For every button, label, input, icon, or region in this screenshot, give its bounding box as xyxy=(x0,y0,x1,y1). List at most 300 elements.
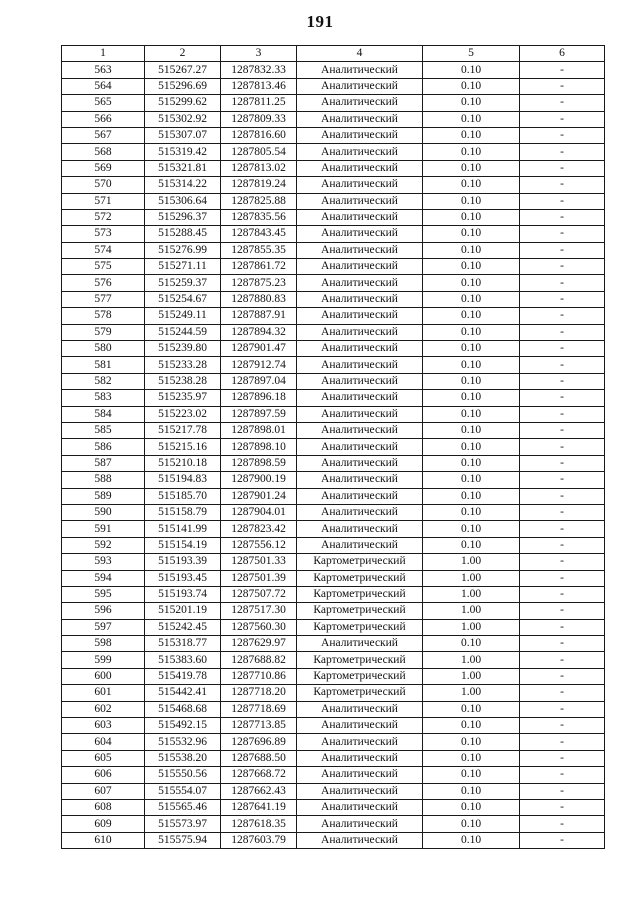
table-cell: 1287507.72 xyxy=(221,586,297,602)
table-cell: 515201.19 xyxy=(145,603,221,619)
table-cell: 584 xyxy=(62,406,145,422)
table-cell: 578 xyxy=(62,308,145,324)
table-cell: - xyxy=(520,652,605,668)
table-cell: Аналитический xyxy=(297,127,423,143)
table-row xyxy=(62,62,605,78)
table-cell: 601 xyxy=(62,685,145,701)
table-cell: 579 xyxy=(62,324,145,340)
table-cell: 1287819.24 xyxy=(221,177,297,193)
table-row xyxy=(62,472,605,488)
table-cell: Аналитический xyxy=(297,422,423,438)
table-cell: 602 xyxy=(62,701,145,717)
table-cell: 0.10 xyxy=(423,209,520,225)
table-cell: 1287823.42 xyxy=(221,521,297,537)
table-cell: Аналитический xyxy=(297,439,423,455)
table-row xyxy=(62,324,605,340)
table-cell: Аналитический xyxy=(297,406,423,422)
table-cell: 515233.28 xyxy=(145,357,221,373)
table-cell: Аналитический xyxy=(297,734,423,750)
table-cell: Аналитический xyxy=(297,701,423,717)
table-row xyxy=(62,816,605,832)
table-cell: 515239.80 xyxy=(145,341,221,357)
table-cell: Аналитический xyxy=(297,799,423,815)
table-cell: 1287603.79 xyxy=(221,832,297,848)
table-cell: Аналитический xyxy=(297,259,423,275)
table-cell: 0.10 xyxy=(423,324,520,340)
table-cell: - xyxy=(520,767,605,783)
table-cell: 1287809.33 xyxy=(221,111,297,127)
table-cell: 590 xyxy=(62,504,145,520)
table-cell: 515235.97 xyxy=(145,390,221,406)
table-cell: - xyxy=(520,586,605,602)
table-cell: 570 xyxy=(62,177,145,193)
table-cell: 0.10 xyxy=(423,504,520,520)
table-cell: 1287718.69 xyxy=(221,701,297,717)
table-cell: 1287898.01 xyxy=(221,422,297,438)
table-cell: 1287517.30 xyxy=(221,603,297,619)
table-cell: Картометрический xyxy=(297,570,423,586)
table-cell: 1287897.04 xyxy=(221,373,297,389)
table-cell: 0.10 xyxy=(423,226,520,242)
table-cell: 515318.77 xyxy=(145,636,221,652)
table-cell: 1287901.24 xyxy=(221,488,297,504)
table-cell: 515307.07 xyxy=(145,127,221,143)
table-cell: 0.10 xyxy=(423,291,520,307)
table-cell: 515321.81 xyxy=(145,160,221,176)
table-cell: 569 xyxy=(62,160,145,176)
table-row xyxy=(62,636,605,652)
table-cell: 606 xyxy=(62,767,145,783)
table-row xyxy=(62,439,605,455)
table-cell: 568 xyxy=(62,144,145,160)
table-cell: 515296.37 xyxy=(145,209,221,225)
table-cell: 0.10 xyxy=(423,816,520,832)
table-cell: - xyxy=(520,504,605,520)
table-cell: 1287813.46 xyxy=(221,78,297,94)
table-cell: - xyxy=(520,488,605,504)
table-cell: - xyxy=(520,521,605,537)
table-cell: 1287688.82 xyxy=(221,652,297,668)
table-cell: Картометрический xyxy=(297,554,423,570)
table-row xyxy=(62,537,605,553)
table-row xyxy=(62,783,605,799)
table-cell: Аналитический xyxy=(297,324,423,340)
table-cell: 589 xyxy=(62,488,145,504)
table-row xyxy=(62,422,605,438)
table-cell: 0.10 xyxy=(423,78,520,94)
table-cell: 515141.99 xyxy=(145,521,221,537)
table-cell: Аналитический xyxy=(297,750,423,766)
table-row xyxy=(62,554,605,570)
table-cell: 0.10 xyxy=(423,832,520,848)
table-cell: 586 xyxy=(62,439,145,455)
table-cell: 515271.11 xyxy=(145,259,221,275)
table-cell: 0.10 xyxy=(423,177,520,193)
table-cell: 1287912.74 xyxy=(221,357,297,373)
table-row xyxy=(62,799,605,815)
table-body xyxy=(62,62,605,849)
table-row xyxy=(62,685,605,701)
table-cell: 598 xyxy=(62,636,145,652)
table-cell: Аналитический xyxy=(297,455,423,471)
table-cell: - xyxy=(520,668,605,684)
table-cell: 607 xyxy=(62,783,145,799)
table-cell: 0.10 xyxy=(423,341,520,357)
table-cell: 1287843.45 xyxy=(221,226,297,242)
table-cell: 515249.11 xyxy=(145,308,221,324)
table-cell: - xyxy=(520,373,605,389)
table-cell: 1287832.33 xyxy=(221,62,297,78)
table-cell: - xyxy=(520,308,605,324)
table-cell: - xyxy=(520,95,605,111)
table-cell: 515193.39 xyxy=(145,554,221,570)
table-cell: - xyxy=(520,406,605,422)
table-cell: 581 xyxy=(62,357,145,373)
table-cell: 515319.42 xyxy=(145,144,221,160)
table-cell: - xyxy=(520,209,605,225)
table-cell: 564 xyxy=(62,78,145,94)
table-cell: Аналитический xyxy=(297,95,423,111)
table-cell: 610 xyxy=(62,832,145,848)
table-cell: 515242.45 xyxy=(145,619,221,635)
table-cell: 0.10 xyxy=(423,537,520,553)
table-cell: 0.10 xyxy=(423,144,520,160)
table-cell: 566 xyxy=(62,111,145,127)
table-cell: - xyxy=(520,259,605,275)
table-row xyxy=(62,521,605,537)
table-cell: 515532.96 xyxy=(145,734,221,750)
table-cell: 1287816.60 xyxy=(221,127,297,143)
table-cell: 1287696.89 xyxy=(221,734,297,750)
table-cell: - xyxy=(520,816,605,832)
table-cell: 515575.94 xyxy=(145,832,221,848)
table-cell: 515276.99 xyxy=(145,242,221,258)
table-cell: 1.00 xyxy=(423,668,520,684)
table-cell: Картометрический xyxy=(297,652,423,668)
table-cell: - xyxy=(520,226,605,242)
table-cell: 1287875.23 xyxy=(221,275,297,291)
table-cell: 0.10 xyxy=(423,472,520,488)
table-cell: 515314.22 xyxy=(145,177,221,193)
table-cell: 565 xyxy=(62,95,145,111)
table-cell: 609 xyxy=(62,816,145,832)
table-cell: Аналитический xyxy=(297,504,423,520)
table-cell: 597 xyxy=(62,619,145,635)
table-cell: 515492.15 xyxy=(145,718,221,734)
table-cell: 583 xyxy=(62,390,145,406)
table-row xyxy=(62,341,605,357)
table-cell: Аналитический xyxy=(297,373,423,389)
table-cell: Аналитический xyxy=(297,62,423,78)
table-cell: 515442.41 xyxy=(145,685,221,701)
table-cell: 515254.67 xyxy=(145,291,221,307)
table-cell: - xyxy=(520,291,605,307)
table-cell: 1287501.39 xyxy=(221,570,297,586)
table-row xyxy=(62,750,605,766)
table-cell: 0.10 xyxy=(423,734,520,750)
table-row xyxy=(62,144,605,160)
table-cell: Аналитический xyxy=(297,144,423,160)
table-row xyxy=(62,734,605,750)
table-cell: 1287900.19 xyxy=(221,472,297,488)
table-cell: 1287861.72 xyxy=(221,259,297,275)
table-cell: Аналитический xyxy=(297,537,423,553)
table-cell: 599 xyxy=(62,652,145,668)
column-header: 3 xyxy=(221,46,297,62)
table-cell: Аналитический xyxy=(297,209,423,225)
table-cell: 515217.78 xyxy=(145,422,221,438)
table-cell: - xyxy=(520,357,605,373)
table-row xyxy=(62,242,605,258)
table-cell: 1287825.88 xyxy=(221,193,297,209)
table-cell: 515288.45 xyxy=(145,226,221,242)
table-cell: 1.00 xyxy=(423,603,520,619)
table-cell: Аналитический xyxy=(297,308,423,324)
table-cell: - xyxy=(520,193,605,209)
table-cell: 574 xyxy=(62,242,145,258)
table-cell: - xyxy=(520,144,605,160)
table-cell: 1287618.35 xyxy=(221,816,297,832)
table-cell: - xyxy=(520,242,605,258)
table-cell: 1287560.30 xyxy=(221,619,297,635)
table-cell: 515550.56 xyxy=(145,767,221,783)
table-cell: 0.10 xyxy=(423,455,520,471)
table-cell: Аналитический xyxy=(297,193,423,209)
table-cell: 582 xyxy=(62,373,145,389)
table-cell: 0.10 xyxy=(423,62,520,78)
table-cell: 0.10 xyxy=(423,160,520,176)
table-cell: Аналитический xyxy=(297,718,423,734)
table-cell: 1.00 xyxy=(423,685,520,701)
table-cell: Аналитический xyxy=(297,636,423,652)
column-header: 5 xyxy=(423,46,520,62)
table-cell: 515215.16 xyxy=(145,439,221,455)
coordinates-table xyxy=(61,45,605,849)
column-header: 2 xyxy=(145,46,221,62)
table-row xyxy=(62,291,605,307)
table-row xyxy=(62,275,605,291)
table-cell: Аналитический xyxy=(297,177,423,193)
table-cell: 515573.97 xyxy=(145,816,221,832)
table-cell: 1287887.91 xyxy=(221,308,297,324)
table-cell: Аналитический xyxy=(297,832,423,848)
table-cell: - xyxy=(520,127,605,143)
table-cell: Аналитический xyxy=(297,341,423,357)
table-row xyxy=(62,652,605,668)
table-cell: - xyxy=(520,832,605,848)
table-cell: 515299.62 xyxy=(145,95,221,111)
table-cell: 0.10 xyxy=(423,488,520,504)
table-cell: 1.00 xyxy=(423,652,520,668)
table-cell: 1287641.19 xyxy=(221,799,297,815)
table-row xyxy=(62,701,605,717)
table-cell: - xyxy=(520,718,605,734)
table-cell: 1287629.97 xyxy=(221,636,297,652)
table-cell: 515244.59 xyxy=(145,324,221,340)
table-cell: 0.10 xyxy=(423,406,520,422)
table-cell: - xyxy=(520,275,605,291)
page-number: 191 xyxy=(306,12,334,31)
table-cell: - xyxy=(520,324,605,340)
table-cell: 1.00 xyxy=(423,554,520,570)
table-cell: 1287901.47 xyxy=(221,341,297,357)
table-cell: 1287805.54 xyxy=(221,144,297,160)
table-cell: 1287894.32 xyxy=(221,324,297,340)
table-cell: 1287713.85 xyxy=(221,718,297,734)
table-cell: 1.00 xyxy=(423,570,520,586)
table-cell: 515194.83 xyxy=(145,472,221,488)
table-cell: - xyxy=(520,799,605,815)
table-row xyxy=(62,259,605,275)
table-cell: 1287668.72 xyxy=(221,767,297,783)
header-row xyxy=(62,46,605,62)
table-cell: Аналитический xyxy=(297,521,423,537)
table-cell: 567 xyxy=(62,127,145,143)
table-cell: 592 xyxy=(62,537,145,553)
table-cell: 515565.46 xyxy=(145,799,221,815)
table-cell: 563 xyxy=(62,62,145,78)
table-cell: 1.00 xyxy=(423,586,520,602)
table-cell: - xyxy=(520,422,605,438)
table-cell: 595 xyxy=(62,586,145,602)
table-cell: - xyxy=(520,439,605,455)
table-cell: 0.10 xyxy=(423,750,520,766)
table-cell: 515554.07 xyxy=(145,783,221,799)
table-row xyxy=(62,832,605,848)
table-cell: 604 xyxy=(62,734,145,750)
table-cell: - xyxy=(520,570,605,586)
table-cell: 1287813.02 xyxy=(221,160,297,176)
table-cell: - xyxy=(520,537,605,553)
table-cell: Аналитический xyxy=(297,275,423,291)
table-cell: - xyxy=(520,636,605,652)
table-cell: 515158.79 xyxy=(145,504,221,520)
table-cell: 585 xyxy=(62,422,145,438)
table-row xyxy=(62,455,605,471)
table-cell: - xyxy=(520,160,605,176)
table-cell: 1287898.59 xyxy=(221,455,297,471)
table-cell: 591 xyxy=(62,521,145,537)
table-cell: Картометрический xyxy=(297,619,423,635)
table-row xyxy=(62,127,605,143)
table-cell: - xyxy=(520,390,605,406)
table-cell: 515267.27 xyxy=(145,62,221,78)
table-row xyxy=(62,718,605,734)
table-cell: 0.10 xyxy=(423,718,520,734)
table-cell: 0.10 xyxy=(423,422,520,438)
table-cell: 515538.20 xyxy=(145,750,221,766)
table-cell: 0.10 xyxy=(423,95,520,111)
table-cell: Аналитический xyxy=(297,767,423,783)
table-row xyxy=(62,357,605,373)
table-cell: 0.10 xyxy=(423,308,520,324)
table-cell: 600 xyxy=(62,668,145,684)
table-row xyxy=(62,160,605,176)
table-cell: 0.10 xyxy=(423,275,520,291)
table-cell: 1.00 xyxy=(423,619,520,635)
table-cell: 571 xyxy=(62,193,145,209)
column-header: 6 xyxy=(520,46,605,62)
table-cell: 587 xyxy=(62,455,145,471)
table-cell: Аналитический xyxy=(297,160,423,176)
table-cell: Аналитический xyxy=(297,390,423,406)
table-cell: 1287688.50 xyxy=(221,750,297,766)
table-cell: 1287835.56 xyxy=(221,209,297,225)
table-cell: 577 xyxy=(62,291,145,307)
table-cell: 0.10 xyxy=(423,357,520,373)
column-header: 1 xyxy=(62,46,145,62)
table-cell: 515223.02 xyxy=(145,406,221,422)
table-row xyxy=(62,390,605,406)
table-row xyxy=(62,78,605,94)
table-cell: 1287662.43 xyxy=(221,783,297,799)
table-row xyxy=(62,586,605,602)
table-cell: 572 xyxy=(62,209,145,225)
table-cell: - xyxy=(520,472,605,488)
table-cell: 1287896.18 xyxy=(221,390,297,406)
table-cell: Аналитический xyxy=(297,357,423,373)
table-cell: 596 xyxy=(62,603,145,619)
table-cell: 573 xyxy=(62,226,145,242)
table-cell: 0.10 xyxy=(423,390,520,406)
table-row xyxy=(62,504,605,520)
table-cell: Картометрический xyxy=(297,603,423,619)
table-cell: 0.10 xyxy=(423,783,520,799)
table-cell: 515154.19 xyxy=(145,537,221,553)
table-cell: - xyxy=(520,750,605,766)
table-cell: Аналитический xyxy=(297,816,423,832)
table-cell: 1287855.35 xyxy=(221,242,297,258)
table-row xyxy=(62,226,605,242)
table-row xyxy=(62,209,605,225)
table-cell: 594 xyxy=(62,570,145,586)
table-cell: 0.10 xyxy=(423,521,520,537)
table-cell: - xyxy=(520,701,605,717)
table-cell: - xyxy=(520,554,605,570)
table-cell: 515302.92 xyxy=(145,111,221,127)
table-cell: 580 xyxy=(62,341,145,357)
table-cell: Аналитический xyxy=(297,291,423,307)
table-cell: 588 xyxy=(62,472,145,488)
table-row xyxy=(62,619,605,635)
table-cell: 603 xyxy=(62,718,145,734)
column-header: 4 xyxy=(297,46,423,62)
table-cell: - xyxy=(520,455,605,471)
table-cell: 1287880.83 xyxy=(221,291,297,307)
table-row xyxy=(62,668,605,684)
table-cell: - xyxy=(520,78,605,94)
table-cell: 0.10 xyxy=(423,439,520,455)
table-cell: - xyxy=(520,783,605,799)
table-cell: 1287897.59 xyxy=(221,406,297,422)
table-cell: - xyxy=(520,603,605,619)
table-cell: 515296.69 xyxy=(145,78,221,94)
table-row xyxy=(62,570,605,586)
table-cell: - xyxy=(520,341,605,357)
table-cell: 1287501.33 xyxy=(221,554,297,570)
table-cell: 0.10 xyxy=(423,127,520,143)
table-cell: 593 xyxy=(62,554,145,570)
table-row xyxy=(62,111,605,127)
table-cell: Аналитический xyxy=(297,78,423,94)
table-cell: 0.10 xyxy=(423,373,520,389)
table-cell: Аналитический xyxy=(297,111,423,127)
table-cell: - xyxy=(520,111,605,127)
table-cell: 1287556.12 xyxy=(221,537,297,553)
table-row xyxy=(62,373,605,389)
table-cell: - xyxy=(520,685,605,701)
table-cell: 515383.60 xyxy=(145,652,221,668)
